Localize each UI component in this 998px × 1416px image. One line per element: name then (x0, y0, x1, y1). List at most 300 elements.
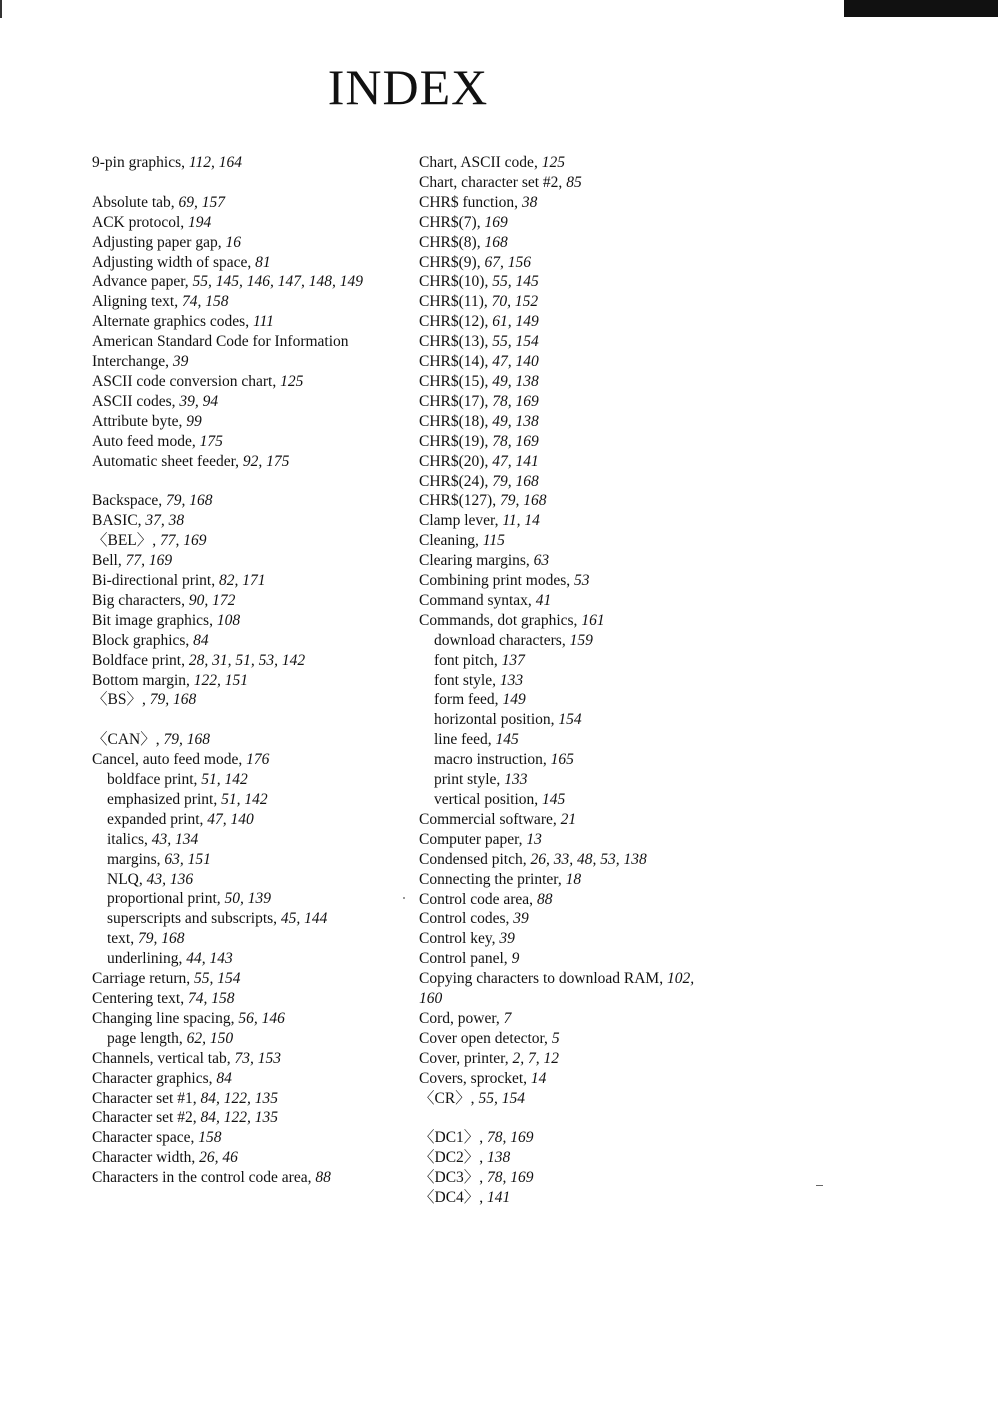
index-page-refs: 78, 169 (492, 392, 539, 410)
index-term: 〈DC3〉, (419, 1169, 488, 1187)
index-entry (419, 233, 729, 253)
index-term: expanded print, (107, 810, 208, 828)
index-page-refs: 79, 168 (138, 930, 185, 948)
index-term: ACK protocol, (92, 213, 189, 231)
index-entry (419, 1148, 729, 1168)
index-term: CHR$(18), (419, 412, 493, 430)
index-page-refs: 92, 175 (242, 452, 290, 470)
index-page-refs: 43, 134 (151, 830, 199, 848)
index-term: Attribute byte, (92, 412, 187, 430)
index-page-refs: 99 (186, 412, 202, 430)
index-term: Alternate graphics codes, (92, 313, 253, 331)
index-page-refs: 37, 38 (145, 512, 185, 530)
index-page-refs: 49, 138 (492, 372, 539, 390)
index-entry (92, 491, 402, 511)
index-term: Bottom margin, (92, 671, 194, 689)
index-page-refs: 137 (501, 651, 525, 669)
index-entry (419, 850, 729, 870)
index-subentry (92, 1029, 402, 1049)
index-term: Control codes, (419, 910, 514, 928)
index-term: Boldface print, (92, 651, 189, 669)
index-page-refs: 79, 168 (492, 472, 539, 490)
index-term: Automatic sheet feeder, (92, 452, 243, 470)
index-term: form feed, (434, 691, 503, 709)
index-entry (92, 193, 402, 213)
index-subentry (92, 810, 402, 830)
index-term: CHR$(20), (419, 452, 493, 470)
index-term: Chart, ASCII code, (419, 154, 542, 171)
index-page-refs: 79, 168 (499, 492, 547, 510)
index-entry (419, 392, 729, 412)
index-term: italics, (107, 830, 152, 848)
index-subentry (419, 710, 729, 730)
index-page-refs: 55, 154 (492, 333, 539, 351)
index-page-refs: 78, 169 (492, 432, 539, 450)
index-term: Command syntax, (419, 591, 536, 609)
index-term: CHR$(17), (419, 392, 493, 410)
index-page-refs: 125 (280, 372, 304, 390)
index-subentry (419, 690, 729, 710)
index-page-refs: 44, 143 (186, 950, 233, 968)
index-entry (92, 750, 402, 770)
index-subentry (419, 730, 729, 750)
index-page-refs: 70, 152 (491, 293, 539, 311)
index-page-refs: 141 (487, 1189, 511, 1207)
index-subentry (419, 671, 729, 691)
index-term: text, (107, 930, 138, 948)
index-term: macro instruction, (434, 751, 551, 769)
index-entry (92, 1148, 402, 1168)
index-page-refs: 2, 7, 12 (512, 1049, 559, 1067)
index-page-refs: 138 (487, 1149, 511, 1167)
index-term: Aligning text, (92, 293, 182, 311)
index-entry (419, 272, 729, 292)
index-entry (419, 412, 729, 432)
index-term: Character graphics, (92, 1069, 217, 1087)
index-term: 〈DC4〉, (419, 1189, 488, 1207)
index-entry (92, 969, 402, 989)
index-subentry (92, 770, 402, 790)
index-subentry (419, 631, 729, 651)
index-term: horizontal position, (434, 711, 559, 729)
index-entry (92, 989, 402, 1009)
index-term: Cancel, auto feed mode, (92, 751, 247, 769)
index-entry (419, 611, 729, 631)
index-page-refs: 18 (565, 870, 582, 888)
index-entry (92, 1108, 402, 1128)
index-entry (419, 1029, 729, 1049)
index-page-refs: 145 (495, 731, 519, 749)
index-term: NLQ, (107, 870, 147, 888)
index-term: Block graphics, (92, 631, 194, 649)
index-page-refs: 122, 151 (193, 671, 249, 689)
index-page-refs: 133 (504, 771, 528, 789)
index-entry (92, 1069, 402, 1089)
index-subentry (419, 750, 729, 770)
index-page-refs: 16 (225, 233, 241, 251)
index-term: Character width, (92, 1149, 200, 1167)
index-term: 〈BS〉, (92, 691, 150, 709)
index-term: print style, (434, 771, 505, 789)
index-term: Changing line spacing, (92, 1009, 239, 1027)
index-page-refs: 11, 14 (502, 512, 540, 530)
index-entry (92, 531, 402, 551)
index-entry (92, 412, 402, 432)
index-entry (419, 153, 729, 173)
index-entry (92, 551, 402, 571)
index-term: Backspace, (92, 492, 167, 510)
index-term: Character set #1, (92, 1089, 201, 1107)
index-page-refs: 145 (542, 791, 566, 808)
index-page-refs: 9 (511, 950, 520, 968)
index-page-refs: 74, 158 (188, 990, 235, 1008)
index-entry (419, 571, 729, 591)
index-page-refs: 85 (566, 173, 582, 191)
index-entry (419, 870, 729, 890)
index-page-refs: 111 (252, 313, 274, 331)
index-term: download characters, (434, 631, 570, 649)
index-page-refs: 176 (246, 751, 270, 769)
index-entry (92, 1049, 402, 1069)
index-term: Control key, (419, 930, 500, 948)
index-entry (92, 631, 402, 651)
index-entry (419, 491, 729, 511)
index-entry (92, 392, 402, 412)
index-term: Cleaning, (419, 532, 483, 550)
index-term: Adjusting paper gap, (92, 233, 226, 251)
index-entry (92, 1168, 402, 1188)
index-entry (419, 1128, 729, 1148)
index-page-refs: 79, 168 (163, 731, 210, 749)
index-term: Channels, vertical tab, (92, 1049, 235, 1067)
index-subentry (92, 850, 402, 870)
index-term: font style, (434, 671, 500, 689)
index-entry (419, 253, 729, 273)
index-column-right (419, 153, 729, 1208)
index-entry (419, 292, 729, 312)
index-term: margins, (107, 850, 165, 868)
index-page-refs: 165 (550, 751, 574, 769)
index-entry (92, 253, 402, 273)
index-term: 9-pin graphics, (92, 154, 189, 171)
index-page-refs: 81 (255, 253, 271, 271)
index-page-refs: 88 (315, 1169, 331, 1187)
index-entry (92, 1128, 402, 1148)
index-page-refs: 102, 160 (419, 970, 695, 1008)
index-page-refs: 61, 149 (492, 313, 539, 331)
index-page-refs: 133 (499, 671, 524, 689)
index-page-refs: 82, 171 (218, 572, 266, 589)
index-entry (92, 312, 402, 332)
index-entry (419, 1009, 729, 1029)
index-entry (419, 511, 729, 531)
index-entry (92, 452, 402, 472)
index-page-refs: 13 (526, 830, 542, 848)
index-term: Cover open detector, (419, 1029, 552, 1047)
index-term: superscripts and subscripts, (107, 910, 281, 928)
index-term: Chart, character set #2, (419, 173, 567, 191)
index-term: American Standard Code for Information Interchange, (92, 333, 349, 371)
index-page-refs: 149 (502, 691, 526, 709)
index-page-refs: 43, 136 (146, 870, 194, 888)
corner-scan-bar (844, 0, 998, 17)
index-subentry (419, 790, 729, 810)
index-term: font pitch, (434, 651, 502, 669)
index-term: Control panel, (419, 950, 512, 968)
index-page-refs: 45, 144 (280, 910, 328, 928)
index-term: Condensed pitch, (419, 850, 531, 868)
index-page-refs: 84, 122, 135 (200, 1089, 278, 1107)
index-page-refs: 55, 154 (478, 1089, 525, 1107)
index-term: CHR$(10), (419, 273, 493, 291)
index-page-refs: 55, 145 (492, 273, 539, 291)
index-term: page length, (107, 1029, 187, 1047)
index-page-refs: 53 (574, 572, 590, 590)
index-page-refs: 175 (199, 432, 223, 450)
index-entry (92, 730, 402, 750)
index-page-refs: 51, 142 (201, 771, 248, 789)
index-page-refs: 79, 168 (166, 492, 213, 510)
index-page-refs: 67, 156 (484, 253, 531, 271)
index-term: Clamp lever, (419, 512, 503, 530)
index-page-refs: 26, 33, 48, 53, 138 (530, 850, 647, 868)
scan-edge-mark (0, 0, 2, 18)
index-page-refs: 39, 94 (179, 392, 219, 410)
index-page-refs: 47, 140 (492, 353, 539, 371)
index-entry (92, 1009, 402, 1029)
index-page-refs: 194 (188, 213, 212, 231)
index-term: Character space, (92, 1129, 199, 1147)
index-term: Clearing margins, (419, 552, 534, 570)
index-page-refs: 49, 138 (492, 412, 539, 430)
index-entry (419, 531, 729, 551)
index-term: line feed, (434, 731, 496, 749)
index-term: Advance paper, (92, 273, 193, 291)
index-term: Commercial software, (419, 810, 561, 828)
index-term: vertical position, (434, 791, 543, 808)
index-page-refs: 159 (569, 631, 593, 649)
index-entry (92, 611, 402, 631)
index-term: proportional print, (107, 890, 225, 908)
index-entry (419, 1168, 729, 1188)
index-term: boldface print, (107, 771, 202, 789)
index-term: CHR$(13), (419, 333, 493, 351)
index-entry (92, 571, 402, 591)
index-term: 〈CAN〉, (92, 731, 164, 749)
index-entry (419, 193, 729, 213)
index-page-refs: 51, 142 (221, 790, 268, 808)
index-term: Auto feed mode, (92, 432, 200, 450)
index-entry (92, 332, 402, 372)
index-term: Control code area, (419, 890, 537, 908)
index-entry (92, 292, 402, 312)
index-term: underlining, (107, 950, 187, 968)
index-entry (419, 909, 729, 929)
index-entry (419, 432, 729, 452)
index-page-refs: 47, 140 (207, 810, 254, 828)
index-page-refs: 90, 172 (188, 591, 236, 609)
index-page-refs: 7 (503, 1009, 512, 1027)
index-page-refs: 14 (530, 1069, 547, 1087)
index-entry (419, 830, 729, 850)
scan-speck (403, 897, 405, 899)
index-subentry (92, 949, 402, 969)
index-entry (419, 551, 729, 571)
index-page-refs: 69, 157 (178, 193, 226, 211)
index-page-refs: 47, 141 (492, 452, 539, 470)
index-term: ASCII codes, (92, 392, 180, 410)
index-page-refs: 112, 164 (188, 154, 242, 171)
index-term: Commands, dot graphics, (419, 611, 582, 629)
index-term: CHR$(9), (419, 253, 485, 271)
index-page-refs: 39 (172, 353, 189, 371)
index-entry (92, 372, 402, 392)
index-page-refs: 39 (499, 930, 515, 948)
index-page-refs: 77, 169 (125, 552, 173, 570)
index-page-refs: 55, 154 (194, 970, 241, 988)
index-term: CHR$(7), (419, 213, 485, 231)
index-entry (419, 173, 729, 193)
index-term: 〈CR〉, (419, 1089, 479, 1107)
index-entry (419, 810, 729, 830)
index-entry (92, 213, 402, 233)
index-column-left (92, 153, 402, 1188)
index-term: Carriage return, (92, 970, 194, 988)
index-page-refs: 73, 153 (234, 1049, 281, 1067)
index-subentry (92, 790, 402, 810)
index-page-refs: 78, 169 (487, 1169, 534, 1187)
index-term: Characters in the control code area, (92, 1169, 316, 1187)
index-entry (92, 671, 402, 691)
index-term: ASCII code conversion chart, (92, 372, 281, 390)
index-entry (419, 213, 729, 233)
index-page-refs: 78, 169 (487, 1129, 534, 1147)
index-subentry (419, 770, 729, 790)
index-page-refs: 62, 150 (186, 1029, 234, 1047)
index-page-refs: 158 (198, 1129, 222, 1147)
index-page-refs: 21 (560, 810, 577, 828)
index-entry (92, 432, 402, 452)
index-page-refs: 38 (521, 193, 538, 211)
index-term: Bit image graphics, (92, 611, 217, 629)
index-page-refs: 88 (536, 890, 553, 908)
scan-dash (816, 1185, 823, 1186)
index-term: 〈DC2〉, (419, 1149, 488, 1167)
index-term: CHR$(11), (419, 293, 492, 311)
index-entry (419, 352, 729, 372)
index-page-refs: 74, 158 (181, 293, 229, 311)
index-term: Cover, printer, (419, 1049, 513, 1067)
index-entry (92, 591, 402, 611)
index-subentry (92, 909, 402, 929)
index-entry (419, 312, 729, 332)
index-page-refs: 63, 151 (164, 850, 211, 868)
index-page-refs: 84 (216, 1069, 232, 1087)
index-entry (92, 233, 402, 253)
index-subentry (92, 929, 402, 949)
index-term: Combining print modes, (419, 572, 574, 590)
index-entry (419, 1089, 729, 1109)
index-subentry (92, 889, 402, 909)
index-page-refs: 56, 146 (238, 1009, 285, 1027)
index-term: Bi-directional print, (92, 572, 219, 589)
index-subentry (92, 870, 402, 890)
index-term: Connecting the printer, (419, 870, 566, 888)
index-term: Absolute tab, (92, 193, 179, 211)
index-term: CHR$(19), (419, 432, 493, 450)
index-page-refs: 26, 46 (199, 1149, 238, 1167)
index-page-refs: 28, 31, 51, 53, 142 (188, 651, 306, 669)
index-term: Adjusting width of space, (92, 253, 256, 271)
index-entry (419, 591, 729, 611)
index-entry (419, 1069, 729, 1089)
index-term: CHR$(15), (419, 372, 493, 390)
index-term: 〈DC1〉, (419, 1129, 488, 1147)
index-term: Cord, power, (419, 1009, 504, 1027)
index-term: CHR$(24), (419, 472, 493, 490)
index-page-refs: 169 (484, 213, 508, 231)
index-entry (419, 969, 719, 1009)
index-entry (92, 651, 402, 671)
index-entry (419, 452, 729, 472)
index-page-refs: 55, 145, 146, 147, 148, 149 (192, 273, 364, 291)
index-term: 〈BEL〉, (92, 532, 161, 550)
index-term: CHR$ function, (419, 193, 522, 211)
index-page-refs: 41 (535, 591, 552, 609)
index-term: CHR$(127), (419, 492, 500, 510)
index-term: CHR$(12), (419, 313, 493, 331)
index-entry (419, 949, 729, 969)
index-term: CHR$(8), (419, 233, 485, 251)
index-page-refs: 79, 168 (149, 691, 197, 709)
index-entry (419, 1188, 729, 1208)
index-term: emphasized print, (107, 790, 222, 808)
index-page-refs: 84 (193, 631, 209, 649)
index-page-refs: 115 (482, 532, 505, 550)
index-term: Centering text, (92, 990, 188, 1008)
index-subentry (92, 830, 402, 850)
index-page-refs: 5 (551, 1029, 560, 1047)
index-term: BASIC, (92, 512, 146, 530)
index-entry (419, 1049, 729, 1069)
index-page-refs: 63 (533, 552, 550, 570)
index-entry (419, 372, 729, 392)
index-subentry (419, 651, 729, 671)
index-page-refs: 39 (513, 910, 529, 928)
index-term: Copying characters to download RAM, (419, 970, 667, 988)
index-entry (92, 1089, 402, 1109)
index-entry (419, 929, 729, 949)
index-page-refs: 161 (581, 611, 605, 629)
index-page-refs: 108 (216, 611, 241, 629)
index-entry (92, 511, 402, 531)
index-entry (419, 472, 729, 492)
index-entry (92, 153, 402, 173)
index-term: Character set #2, (92, 1109, 201, 1127)
index-page-refs: 77, 169 (160, 532, 207, 550)
index-entry (419, 890, 729, 910)
index-page-refs: 154 (558, 711, 582, 729)
index-entry (92, 690, 402, 710)
index-page-refs: 84, 122, 135 (200, 1109, 278, 1127)
index-term: CHR$(14), (419, 353, 493, 371)
index-term: Big characters, (92, 591, 189, 609)
index-page-refs: 50, 139 (224, 890, 272, 908)
index-entry (419, 332, 729, 352)
index-page-refs: 168 (484, 233, 508, 251)
index-term: Computer paper, (419, 830, 527, 848)
index-page-refs: 125 (541, 154, 565, 171)
